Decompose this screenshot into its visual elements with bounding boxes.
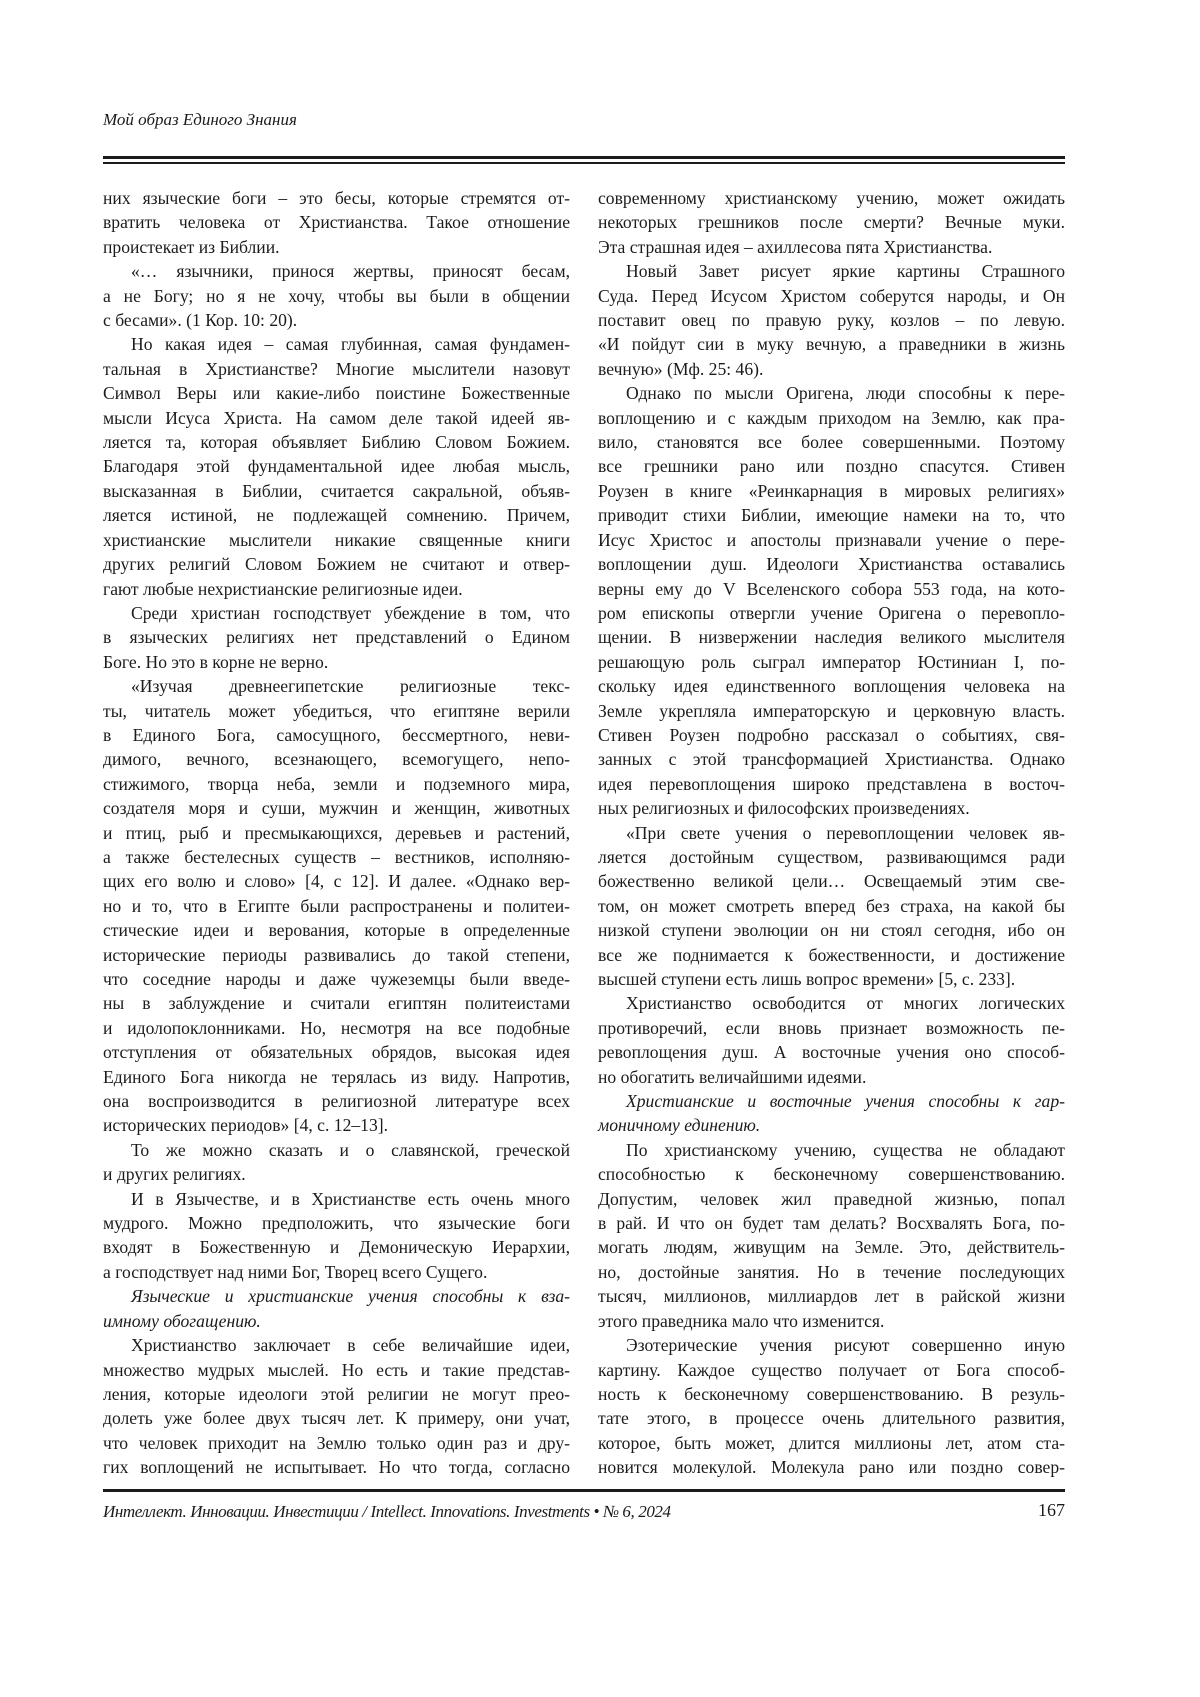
paragraph (103, 1187, 570, 1285)
text-line: вечную» (Мф. 25: 46). (598, 357, 1065, 381)
text-line: Земле укрепляла императорскую и церковную власть. (598, 699, 1065, 723)
text-line: Стивен Роузен подробно рассказал о событиях, свя- (598, 723, 1065, 747)
text-line: идея перевоплощения широко представлена в восточ- (598, 772, 1065, 796)
paragraph (103, 259, 570, 332)
text-line: скольку идея единственного воплощения человека на (598, 674, 1065, 698)
text-line: Однако по мысли Оригена, люди способны к пере- (598, 381, 1065, 405)
text-line: них языческие боги – это бесы, которые стремятся от- (103, 186, 570, 210)
text-line: которое, быть может, длится миллионы лет, атом ста- (598, 1431, 1065, 1455)
text-line: и птиц, рыб и пресмыкающихся, деревьев и растений, (103, 821, 570, 845)
text-line: проистекает из Библии. (103, 235, 570, 259)
paragraph (103, 332, 570, 600)
text-line: ляется истиной, не подлежащей сомнению. Причем, (103, 503, 570, 527)
text-line: и других религиях. (103, 1162, 570, 1186)
text-line: «Изучая древнеегипетские религиозные текс- (103, 674, 570, 698)
text-line: ляется достойным существом, развивающимся ради (598, 845, 1065, 869)
text-line: она воспроизводится в религиозной литературе всех (103, 1089, 570, 1113)
text-line: Христианство освободится от многих логических (598, 991, 1065, 1015)
text-line: Новый Завет рисует яркие картины Страшного (598, 259, 1065, 283)
text-line: картину. Каждое существо получает от Бога способ- (598, 1358, 1065, 1382)
text-line: низкой ступени эволюции он ни стоял сегодня, ибо он (598, 918, 1065, 942)
text-line: том, он может смотреть вперед без страха, на какой бы (598, 894, 1065, 918)
text-line: а господствует над ними Бог, Творец всего Сущего. (103, 1260, 570, 1284)
text-line: могать людям, живущим на Земле. Это, действитель- (598, 1235, 1065, 1259)
footer-rule (103, 1489, 1065, 1492)
text-line: щих его волю и слово» [4, с 12]. И далее. «Однако вер- (103, 869, 570, 893)
text-line: входят в Божественную и Демоническую Иерархии, (103, 1235, 570, 1259)
text-line: но и то, что в Египте были распространены и политеи- (103, 894, 570, 918)
text-line: верны ему до V Вселенского собора 553 года, на кото- (598, 577, 1065, 601)
text-line: божественно великой цели… Освещаемый этим све- (598, 869, 1065, 893)
running-head: Мой образ Единого Знания (103, 110, 297, 130)
text-line: Суда. Перед Исусом Христом соберутся народы, и Он (598, 284, 1065, 308)
text-line: Христианство заключает в себе величайшие идеи, (103, 1333, 570, 1357)
text-line: моничному единению. (598, 1113, 1065, 1137)
paragraph (103, 674, 570, 1138)
text-line: Но какая идея – самая глубинная, самая фундамен- (103, 332, 570, 356)
text-line: но обогатить величайшими идеями. (598, 1065, 1065, 1089)
text-line: исторические периоды развивались до такой степени, (103, 943, 570, 967)
text-line: множество мудрых мыслей. Но есть и такие представ- (103, 1358, 570, 1382)
text-line: ляется та, которая объявляет Библию Словом Божием. (103, 430, 570, 454)
text-line: ревоплощения душ. А восточные учения оно способ- (598, 1040, 1065, 1064)
text-line: но, достойные занятия. Но в течение последующих (598, 1260, 1065, 1284)
section-subheading (598, 1089, 1065, 1138)
paragraph (103, 601, 570, 674)
text-line: Исус Христос и апостолы признавали учение о пере- (598, 528, 1065, 552)
text-line: мысли Исуса Христа. На самом деле такой идеей яв- (103, 406, 570, 430)
text-line: Эзотерические учения рисуют совершенно иную (598, 1333, 1065, 1357)
paragraph (598, 821, 1065, 992)
text-line: в рай. И что он будет там делать? Восхвалять Бога, по- (598, 1211, 1065, 1235)
text-line: мудрого. Можно предположить, что языческие боги (103, 1211, 570, 1235)
text-line: долеть уже более двух тысяч лет. К примеру, они учат, (103, 1406, 570, 1430)
text-line: других религий Словом Божием не считают и отвер- (103, 552, 570, 576)
page-number: 167 (1038, 1500, 1065, 1521)
paragraph (598, 1333, 1065, 1479)
paragraph (103, 1138, 570, 1187)
text-line: новится молекулой. Молекула рано или поздно совер- (598, 1455, 1065, 1479)
text-line: «… язычники, принося жертвы, приносят бесам, (103, 259, 570, 283)
text-line: Эта страшная идея – ахиллесова пята Христианства. (598, 235, 1065, 259)
text-line: Единого Бога никогда не терялась из виду. Напротив, (103, 1065, 570, 1089)
paragraph (598, 259, 1065, 381)
text-line: Христианские и восточные учения способны к гар- (598, 1089, 1065, 1113)
text-line: вратить человека от Христианства. Такое отношение (103, 210, 570, 234)
text-line: Символ Веры или какие-либо поистине Божественные (103, 381, 570, 405)
text-line: По христианскому учению, существа не обладают (598, 1138, 1065, 1162)
header-rule-thick (103, 156, 1065, 159)
text-line: современному христианскому учению, может ожидать (598, 186, 1065, 210)
text-line: христианские мыслители никакие священные книги (103, 528, 570, 552)
text-line: отступления от обязательных обрядов, высокая идея (103, 1040, 570, 1064)
text-line: а также бестелесных существ – вестников, исполняю- (103, 845, 570, 869)
text-line: с бесами». (1 Кор. 10: 20). (103, 308, 570, 332)
text-line: гих воплощений не испытывает. Но что тогда, согласно (103, 1455, 570, 1479)
text-line: И в Язычестве, и в Христианстве есть очень много (103, 1187, 570, 1211)
text-line: высказанная в Библии, считается сакральной, объяв- (103, 479, 570, 503)
text-line: «При свете учения о перевоплощении человек яв- (598, 821, 1065, 845)
text-line: в языческих религиях нет представлений о Едином (103, 625, 570, 649)
text-line: исторических периодов» [4, с. 12–13]. (103, 1113, 570, 1137)
paragraph (103, 1333, 570, 1479)
text-line: ты, читатель может убедиться, что египтяне верили (103, 699, 570, 723)
text-line: поставит овец по правую руку, козлов – по левую. (598, 308, 1065, 332)
paragraph (598, 381, 1065, 820)
paragraph (103, 186, 570, 259)
text-line: создателя моря и суши, мужчин и женщин, животных (103, 796, 570, 820)
text-line: Роузен в книге «Реинкарнация в мировых религиях» (598, 479, 1065, 503)
text-line: и идолопоклонниками. Но, несмотря на все подобные (103, 1016, 570, 1040)
text-line: все же поднимается к божественности, и достижение (598, 943, 1065, 967)
text-line: Языческие и христианские учения способны к вза- (103, 1284, 570, 1308)
text-column-right (598, 186, 1065, 1480)
header-rule-thin (103, 162, 1065, 164)
text-line: некоторых грешников после смерти? Вечные муки. (598, 210, 1065, 234)
text-line: стические идеи и верования, которые в определенные (103, 918, 570, 942)
text-line: высшей ступени есть лишь вопрос времени» [5, с. 233]. (598, 967, 1065, 991)
text-line: приводит стихи Библии, имеющие намеки на то, что (598, 503, 1065, 527)
text-line: противоречий, если вновь признает возможность пе- (598, 1016, 1065, 1040)
text-line: ром епископы отвергли учение Оригена о перевопло- (598, 601, 1065, 625)
text-line: Боге. Но это в корне не верно. (103, 650, 570, 674)
text-line: способностью к бесконечному совершенствованию. (598, 1162, 1065, 1186)
text-line: тальная в Христианстве? Многие мыслители назовут (103, 357, 570, 381)
paragraph (598, 1138, 1065, 1333)
text-line: имному обогащению. (103, 1309, 570, 1333)
paragraph (598, 186, 1065, 259)
text-line: ления, которые идеологи этой религии не могут прео- (103, 1382, 570, 1406)
text-line: а не Богу; но я не хочу, чтобы вы были в общении (103, 284, 570, 308)
text-line: ность к бесконечному совершенствованию. В резуль- (598, 1382, 1065, 1406)
text-line: тате этого, в процессе очень длительного развития, (598, 1406, 1065, 1430)
text-line: занных с этой трансформацией Христианства. Однако (598, 747, 1065, 771)
text-line: все грешники рано или поздно спасутся. Стивен (598, 454, 1065, 478)
text-line: «И пойдут сии в муку вечную, а праведники в жизнь (598, 332, 1065, 356)
text-line: что соседние народы и даже чужеземцы были введе- (103, 967, 570, 991)
text-line: щении. В низвержении наследия великого мыслителя (598, 625, 1065, 649)
text-line: решающую роль сыграл император Юстиниан I, по- (598, 650, 1065, 674)
text-line: стижимого, творца неба, земли и подземного мира, (103, 772, 570, 796)
text-line: ны в заблуждение и считали египтян политеистами (103, 991, 570, 1015)
paragraph (598, 991, 1065, 1089)
section-subheading (103, 1284, 570, 1333)
text-column-left (103, 186, 570, 1480)
text-line: гают любые нехристианские религиозные идеи. (103, 577, 570, 601)
text-line: То же можно сказать и о славянской, греческой (103, 1138, 570, 1162)
text-line: что человек приходит на Землю только один раз и дру- (103, 1431, 570, 1455)
text-line: этого праведника мало что изменится. (598, 1309, 1065, 1333)
text-line: Благодаря этой фундаментальной идее любая мысль, (103, 454, 570, 478)
text-line: вило, становятся все более совершенными. Поэтому (598, 430, 1065, 454)
text-line: Допустим, человек жил праведной жизнью, попал (598, 1187, 1065, 1211)
text-line: димого, вечного, всезнающего, всемогущего, непо- (103, 747, 570, 771)
text-line: ных религиозных и философских произведениях. (598, 796, 1065, 820)
text-line: в Единого Бога, самосущного, бессмертного, неви- (103, 723, 570, 747)
text-line: тысяч, миллионов, миллиардов лет в райской жизни (598, 1284, 1065, 1308)
text-line: воплощению и с каждым приходом на Землю, как пра- (598, 406, 1065, 430)
footer-journal-info: Интеллект. Инновации. Инвестиции / Intellect. Innovations. Investments • № 6, 2024 (103, 1502, 671, 1522)
text-line: воплощении душ. Идеологи Христианства оставались (598, 552, 1065, 576)
text-line: Среди христиан господствует убеждение в том, что (103, 601, 570, 625)
